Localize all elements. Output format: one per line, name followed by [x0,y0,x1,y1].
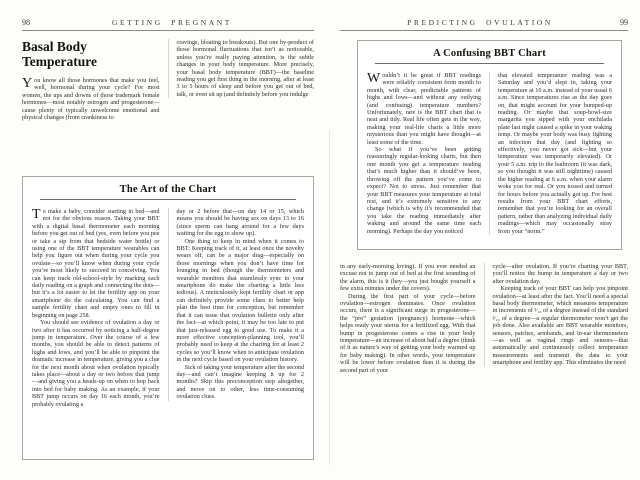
running-head: GETTING PREGNANT [112,18,232,27]
paragraph: that elevated temperature reading was a Saturday and you’d slept in, taking your temperature at 10 a.m. instead of your usual 6 a.m. Since temperatures rise as the day goes on, that might account for your bumped-up reading. Or maybe that soup-bowl-size margarita you sipped with your enchilada plate last night caused a spike in your waking temp. Or maybe your body was busy fighting an infection that day (and fighting so effectively, you never got sick—but your temperature was temporarily elevated). Or your 5 a.m. trip to the bathroom (it was dark, so you thought it was still nighttime) caused the higher reading at 6 a.m. when your alarm woke you for real. Or you tossed and turned for hours before you actually got up. For best results from your BBT chart efforts, remember that you’re looking for an overall pattern, rather than analyzing individual daily readings—which may occasionally stray from your “norm.” [498,72,612,235]
paragraph [367,72,481,146]
page-gutter-divider [329,130,330,465]
box-title: A Confusing BBT Chart [433,48,546,59]
intro-column-2 [168,39,315,98]
paragraph: You should see evidence of ovulation a day or two after it has occurred by noticing a half-degree jump in temperature. Over the course of a few months, you should be able to detect patterns of highs and lows, and you’ll be able to pinpoint the dramatic increase in temperature, giving you a clue for the next month about when ovulation typically takes place—about a day or two before that jump—and giving you a heads-up on when to hop back into bed for baby making. As an example, if your BBT jump occurs on day 16 each month, you’re probably ovulating a [32,319,160,408]
paragraph: cycle—after ovulation. If you’re charting your BBT, you’ll notice the bump in temperature a day or two after ovulation day. [492,263,628,285]
paragraph: One thing to keep in mind when it comes to BBT: Keeping track of it, at least once the novelty wears off, can be a major drag—especially on those mornings when you don’t have time for lounging in bed (though the thermometers and wearable monitors that seamlessly sync to your smartphone do make the charting a little less tedious). A meticulously kept fertility chart or app can definitely provide some clues to better help plan the best time for conception, but remember that it can issue that ovulation bulletin only after the fact—at which point, it may be too late to put that just-released egg to good use. To make it a more effective conception-planning tool, you’ll probably need to keep at the charting for at least 2 cycles so you’ll know when to anticipate ovulation in the next cycle based on your ovulation history. [176,237,304,364]
book-page-left [22,18,314,470]
paragraph: So what if you’ve been getting reassuringly regular-looking charts, but then one month you get a temperature reading that’s much higher than it should’ve been, throwing off the pattern you’ve come to expect? Not to stress. Just remember that your BBT measures your temperature at total rest, and it’s extremely sensitive to any change (which is why it’s recommended that you take the reading immediately after waking and around the same time each morning). Perhaps the day you noticed [367,146,481,235]
paragraph: cravings, bloating to breakouts). But one by-product of those hormonal fluctuations that isn’t as noticeable, unless you’re really paying attention, is the subtle changes in your body temperature. More precisely, your basal body temperature (BBT)—the baseline reading you get first thing in the morning, after at least 3 to 5 hours of sleep and before you get out of bed, talk, or even sit up (and definitely before you indulge [176,39,314,98]
box-column-1 [367,72,481,235]
paragraph: Keeping track of your BBT can help you pinpoint ovulation—at least after the fact. You’ll need a special basal body thermometer, which measures temperature in increments of ¹⁄₁₀ of a degree instead of the standard ²⁄₁₀ of a degree—a regular thermometer won’t get the job done. Also available are BBT wearable monitors, sensors, patches, armbands, and in-ear thermometers—as well as vaginal rings and sensors—that automatically and continuously collect temperature measurements and transmit the data to your smartphone and fertility app. This eliminates the need [492,285,628,367]
sidebar-box-art-of-the-chart [22,176,314,460]
page-header-left [22,18,314,27]
box-title-rule [40,199,296,200]
page-number: 98 [22,18,30,27]
box-column-1 [32,208,160,408]
body-columns [340,263,628,374]
dropcap: T [32,207,41,222]
sidebar-box-confusing-bbt-chart [357,40,622,250]
section-heading [22,40,160,69]
dropcap: Y [22,76,33,91]
book-page-right [340,18,628,470]
body-column-2 [484,263,629,367]
paragraph: day or 2 before that—on day 14 or 15, which means you should be having sex on days 13 to 16 (since sperm can hang around for a few days waiting for the egg to show up). [176,208,304,238]
running-head: PREDICTING OVULATION [407,18,553,27]
box-title-rule [375,63,604,64]
body-column-1 [340,263,476,374]
box-columns [32,208,304,408]
paragraph: Sick of taking your temperature after the second day—and can’t imagine keeping it up for 2 months? Skip this preconception step altogether, and move on to other, less time-consuming ovulation clues. [176,363,304,401]
paragraph-text: ouldn’t it be great if BBT readings were reliably consistent from month to month, with clear, predictable patterns of highs and lows—and without any outlying (and confusing) temperature numbers? Unfortunately, rare is the BBT chart that is neat and tidy. Real life often gets in the way, making your real-life charts a little more mysterious than you might have thought—at least some of the time. [367,72,481,146]
paragraph [22,77,160,121]
intro-column-1 [22,39,160,121]
intro-columns [22,39,314,167]
header-rule [22,30,314,31]
box-column-2 [168,208,305,401]
box-title: The Art of the Chart [119,184,217,195]
paragraph: in any early-morning loving). If you ever needed an excuse not to jump out of bed at the first sounding of the alarm, this is it (hey—you just bought yourself a few extra minutes under the covers). [340,263,476,293]
box-column-2 [489,72,612,235]
paragraph: During the first part of your cycle—before ovulation—estrogen dominates. Once ovulation occurs, there is a significant surge in progesterone—the “pro” gestation (pregnancy) hormone—which helps ready your uterus for a fertilized egg. With that bump in progesterone comes a rise in your body temperature—an increase of about half a degree (think of it as nature’s way of getting your body warmed up for baby making). In other words, your temperature will be lower before ovulation than it is during the second part of your [340,292,476,374]
heading-line-1: Basal Body [22,39,87,54]
header-rule [340,30,628,31]
paragraph [32,208,160,319]
paragraph-text: ou know all those hormones that make you feel, well, hormonal during your cycle? For most women, the ups and downs of those trademark female hormones—most notably estrogen and progesterone—cause plenty of typically unwelcome emotional and physical changes (from crankiness to [22,77,160,122]
heading-line-2: Temperature [22,53,97,69]
dropcap: W [367,71,381,86]
page-number: 99 [620,18,628,27]
page-header-right [340,18,628,27]
paragraph-text: o make a baby, consider starting in bed—and not for the obvious reason. Taking your BBT with a digital basal thermometer each morning before you get out of bed (yes, even before you pee or take a sip from that bedside water bottle) or using one of the BBT temperature wearables can help you figure out when during your cycle you ovulate—so you’ll know when during your cycle you’re most likely to succeed in conceiving. You can keep track old-school-style by marking each daily reading on a graph and connecting the dots—but it’s a lot easier to let the fertility app on your smartphone do the calculating. You can find a sample fertility chart and empty ones to fill in beginning on page 258. [32,208,160,319]
box-columns [367,72,612,235]
